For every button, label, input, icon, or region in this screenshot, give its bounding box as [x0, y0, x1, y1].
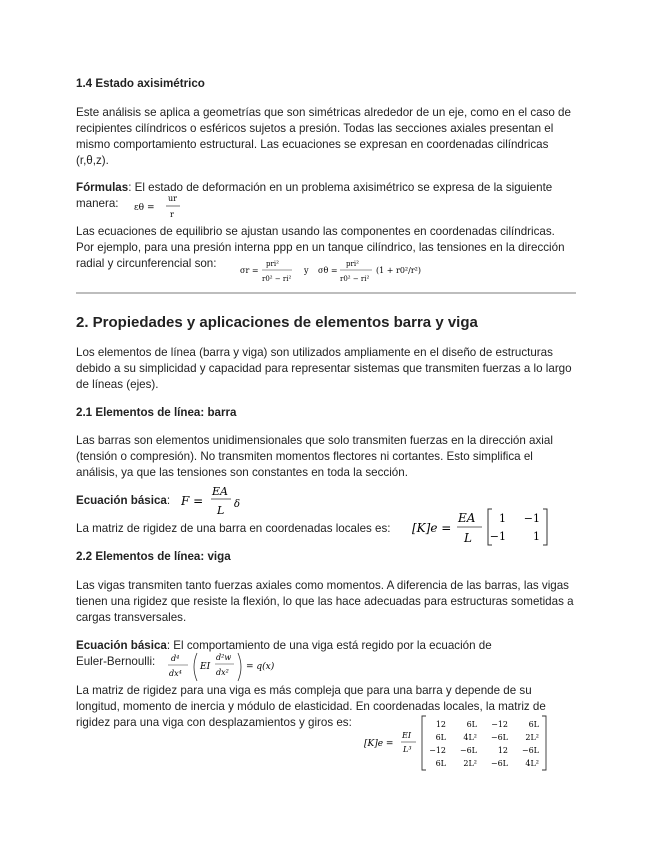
beam-dx2: dx²: [216, 668, 229, 677]
beam-matrix-cell-1-1: 4L²: [463, 733, 477, 742]
bar-matrix-cell-1-0: −1: [489, 530, 506, 543]
bar-matrix-cell-0-1: −1: [523, 512, 540, 525]
stress-equations: [240, 257, 430, 289]
bar-num: EA: [212, 485, 228, 498]
beam-matrix-cell-1-0: 6L: [435, 733, 446, 742]
bar-stiffness-matrix: [412, 506, 552, 548]
beam-matrix-cell-2-3: −6L: [521, 746, 539, 755]
beamk-num: EI: [402, 731, 411, 740]
beam-dx4: dx⁴: [169, 669, 182, 678]
beam-matrix-cell-0-0: 12: [435, 720, 446, 729]
paragraph-axisymmetric-intro: Este análisis se aplica a geometrías que son simétricas alrededor de un eje, como en el caso de recipientes cilíndricos o esféricos sujetos a presión. Todas las secciones axiales presentan el mismo comportamiento estructural. Las ecuaciones se expresan en coordenadas cilíndricas (r,θ,z).: [76, 106, 571, 167]
section-heading-2: 2. Propiedades y aplicaciones de elementos barra y viga: [76, 314, 478, 331]
stress-theta-lhs: σθ =: [318, 266, 338, 275]
formulas-label: Fórmulas: [76, 181, 129, 194]
bar-eq-colon: :: [166, 494, 171, 507]
stress-r-den: r0² − ri²: [262, 275, 292, 283]
bar-matrix-cell-1-1: 1: [533, 530, 540, 543]
beam-matrix-cell-0-1: 6L: [466, 720, 477, 729]
beam-matrix-cell-0-2: −12: [491, 720, 508, 729]
formulas-text: : El estado de deformación en un problema axisimétrico se expresa de la siguiente manera:: [76, 181, 553, 210]
beam-matrix-cell-3-2: −6L: [490, 759, 508, 768]
section-heading-2-2: 2.2 Elementos de línea: viga: [76, 550, 231, 563]
beam-matrix-cell-3-0: 6L: [435, 759, 446, 768]
bar-lhs: F =: [181, 494, 204, 508]
beamk-den: L³: [403, 745, 412, 754]
beam-stiffness-matrix: [364, 714, 554, 772]
paragraph-beam: Las vigas transmiten tanto fuerzas axiales como momentos. A diferencia de las barras, las vigas tienen una rigidez que resiste la flexión, lo que las hace adecuadas para estructuras sometidas a cargas transversales.: [76, 579, 574, 624]
stress-r-lhs: σr =: [240, 266, 259, 275]
beam-matrix-cell-2-2: 12: [497, 746, 508, 755]
section-heading-2-1: 2.1 Elementos de línea: barra: [76, 406, 237, 419]
beam-d4: d⁴: [171, 654, 180, 663]
beam-matrix-cell-3-1: 2L²: [463, 759, 477, 768]
section-divider: [76, 292, 576, 294]
paragraph-beam-stiffness: La matriz de rigidez para una viga es más compleja que para una barra y depende de su longitud, momento de inercia y módulo de elasticidad. En coordenadas locales, la matriz de rigidez para una viga con desplazamientos y giros es:: [76, 684, 546, 729]
bar-den: L: [217, 504, 225, 517]
bar-eq-label-text: Ecuación básica: [76, 494, 167, 507]
bar-delta: δ: [234, 499, 241, 510]
paragraph-beam-equation: [76, 638, 516, 670]
beam-matrix-cell-2-0: −12: [429, 746, 446, 755]
strain-equation: [134, 192, 194, 220]
stress-theta-num: pri²: [346, 260, 359, 268]
paragraph-bar-stiffness: La matriz de rigidez de una barra en coordenadas locales es:: [76, 522, 391, 535]
stress-r-num: pri²: [266, 260, 279, 268]
beam-eq-text: : El comportamiento de una viga está regido por la ecuación de Euler-Bernoulli:: [76, 639, 492, 668]
beam-rhs: = q(x): [246, 662, 275, 672]
paragraph-line-elements: Los elementos de línea (barra y viga) son utilizados ampliamente en el diseño de estructuras debido a su simplicidad y capacidad para representar sistemas que transmiten fuerzas a lo largo de líneas (ejes).: [76, 346, 572, 391]
section-heading-1-4: 1.4 Estado axisimétrico: [76, 77, 205, 90]
beam-matrix-cell-1-2: −6L: [490, 733, 508, 742]
stress-y: y: [304, 266, 309, 275]
strain-denominator: r: [170, 210, 174, 219]
beam-d2w: d²w: [216, 653, 232, 662]
beam-matrix-cell-2-1: −6L: [459, 746, 477, 755]
stress-theta-den: r0² − ri²: [340, 275, 370, 283]
bar-equation-label: [76, 493, 196, 509]
bark-num: EA: [458, 511, 476, 525]
strain-lhs: εθ =: [134, 203, 155, 213]
paragraph-equilibrium: Las ecuaciones de equilibrio se ajustan usando las componentes en coordenadas cilíndricas. Por ejemplo, para una presión interna ppp en un tanque cilíndrico, las tensiones en la dirección radial y circunferencial son:: [76, 225, 565, 270]
beam-matrix-cell-3-3: 4L²: [525, 759, 539, 768]
stress-theta-paren: (1 + r0²/r²): [376, 266, 421, 275]
beam-eq-label: Ecuación básica: [76, 639, 167, 652]
bark-lhs: [K]e =: [412, 521, 452, 535]
euler-bernoulli-equation: [168, 650, 283, 684]
strain-numerator: ur: [168, 194, 177, 203]
beam-matrix-cell-0-3: 6L: [528, 720, 539, 729]
beamk-lhs: [K]e =: [364, 739, 394, 749]
bar-matrix-cell-0-0: 1: [499, 512, 506, 525]
bar-equation: [181, 484, 251, 520]
bark-den: L: [464, 531, 472, 545]
beam-matrix-cell-1-3: 2L²: [525, 733, 539, 742]
beam-EI: EI: [200, 662, 211, 672]
paragraph-bar: Las barras son elementos unidimensionales que solo transmiten fuerzas en la dirección axial (tensión o compresión). No transmiten momentos flectores ni cortantes. Esto simplifica el análisis, ya que las tensiones son constantes en toda la sección.: [76, 434, 553, 479]
